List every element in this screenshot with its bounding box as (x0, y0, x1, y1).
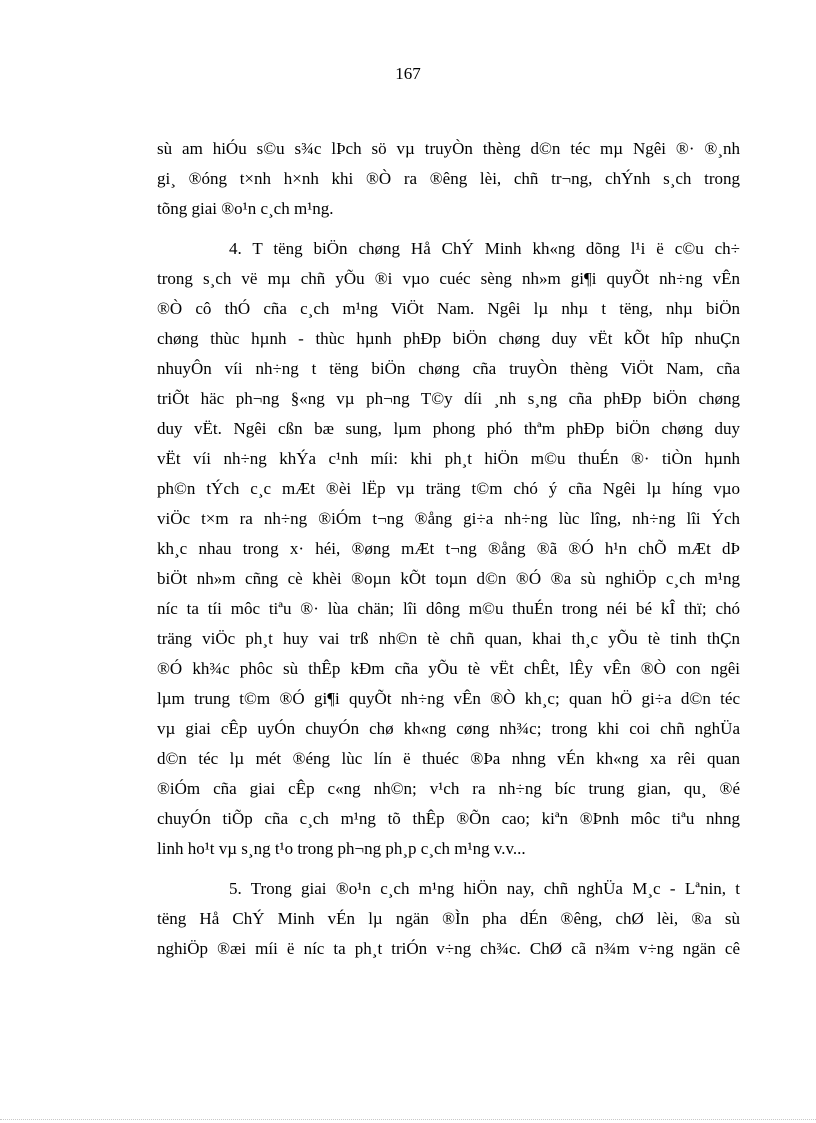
text-line: träng viÖc ph¸t huy vai trß nh©n tè chñ quan, khai th¸c yÕu tè tinh thÇn (157, 629, 740, 648)
text-line: biÖt nh»m cñng cè khèi ®oµn kÕt toµn d©n ®Ó ®a sù nghiÖp c¸ch m¹ng (157, 569, 740, 588)
text-line: nghiÖp ®æi míi ë níc ta ph¸t triÓn v÷ng ch¾c. ChØ cã n¾m v÷ng ngän cê (157, 939, 740, 958)
body-text (157, 134, 740, 964)
text-line: 5. Trong giai ®o¹n c¸ch m¹ng hiÖn nay, chñ nghÜa M¸c - Lªnin, t (229, 879, 740, 898)
text-line: tëng Hå ChÝ Minh vÉn lµ ngän ®Ìn pha dÉn ®êng, chØ lèi, ®a sù (157, 909, 740, 928)
paragraph-2 (157, 234, 740, 864)
text-line: viÖc t×m ra nh÷ng ®iÓm t¬ng ®ång gi÷a nh÷ng lùc lîng, nh÷ng lîi Ých (157, 509, 740, 528)
text-line: níc ta tíi môc tiªu ®· lùa chän; lîi dông m©u thuÉn trong néi bé kÎ thï; chó (157, 599, 740, 618)
text-line: sù am hiÓu s©u s¾c lÞch sö vµ truyÒn thèng d©n téc mµ Ngêi ®· ®¸nh (157, 139, 740, 158)
text-line: ®Ó kh¾c phôc sù thÊp kÐm cña yÕu tè vËt chÊt, lÊy vÊn ®Ò con ngêi (157, 659, 740, 678)
text-line: vËt víi nh÷ng khÝa c¹nh míi: khi ph¸t hiÖn m©u thuÉn ®· tiÒn hµnh (157, 449, 740, 468)
text-line: ®iÓm cña giai cÊp c«ng nh©n; v¹ch ra nh÷ng bíc trung gian, qu¸ ®é (157, 779, 740, 798)
text-line: trong s¸ch vë mµ chñ yÕu ®i vµo cuéc sèng nh»m gi¶i quyÕt nh÷ng vÊn (157, 269, 740, 288)
page-number: 167 (395, 64, 421, 83)
paragraph-3 (157, 874, 740, 964)
text-line: nhuyÔn víi nh÷ng t tëng biÖn chøng cña truyÒn thèng ViÖt Nam, cña (157, 359, 740, 378)
text-line: gi¸ ®óng t×nh h×nh khi ®Ò ra ®êng lèi, chñ tr¬ng, chÝnh s¸ch trong (157, 169, 740, 188)
text-line: linh ho¹t vµ s¸ng t¹o trong ph¬ng ph¸p c¸ch m¹ng v.v... (157, 839, 526, 858)
page-bottom-divider (0, 1119, 816, 1120)
text-line: chuyÓn tiÕp cña c¸ch m¹ng tõ thÊp ®Õn cao; kiªn ®Þnh môc tiªu nhng (157, 809, 740, 828)
text-line: lµm trung t©m ®Ó gi¶i quyÕt nh÷ng vÊn ®Ò kh¸c; quan hÖ gi÷a d©n téc (157, 689, 740, 708)
paragraph-1 (157, 134, 740, 224)
text-line: tõng giai ®o¹n c¸ch m¹ng. (157, 199, 334, 218)
text-line: duy vËt. Ngêi cßn bæ sung, lµm phong phó thªm phÐp biÖn chøng duy (157, 419, 740, 438)
text-line: d©n téc lµ mét ®éng lùc lín ë thuéc ®Þa nhng vÉn kh«ng xa rêi quan (157, 749, 740, 768)
text-line: chøng thùc hµnh - thùc hµnh phÐp biÖn chøng duy vËt kÕt hîp nhuÇn (157, 329, 740, 348)
text-line: 4. T tëng biÖn chøng Hå ChÝ Minh kh«ng dõng l¹i ë c©u ch÷ (229, 239, 740, 258)
text-line: vµ giai cÊp uyÓn chuyÓn chø kh«ng cøng nh¾c; trong khi coi chñ nghÜa (157, 719, 740, 738)
text-line: kh¸c nhau trong x· héi, ®øng mÆt t¬ng ®ång ®ã ®Ó h¹n chÕ mÆt dÞ (157, 539, 740, 558)
text-line: triÕt häc ph¬ng §«ng vµ ph¬ng T©y díi ¸nh s¸ng cña phÐp biÖn chøng (157, 389, 740, 408)
text-line: ph©n tÝch c¸c mÆt ®èi lËp vµ träng t©m chó ý cña Ngêi lµ híng vµo (157, 479, 740, 498)
text-line: ®Ò cô thÓ cña c¸ch m¹ng ViÖt Nam. Ngêi lµ nhµ t tëng, nhµ biÖn (157, 299, 740, 318)
